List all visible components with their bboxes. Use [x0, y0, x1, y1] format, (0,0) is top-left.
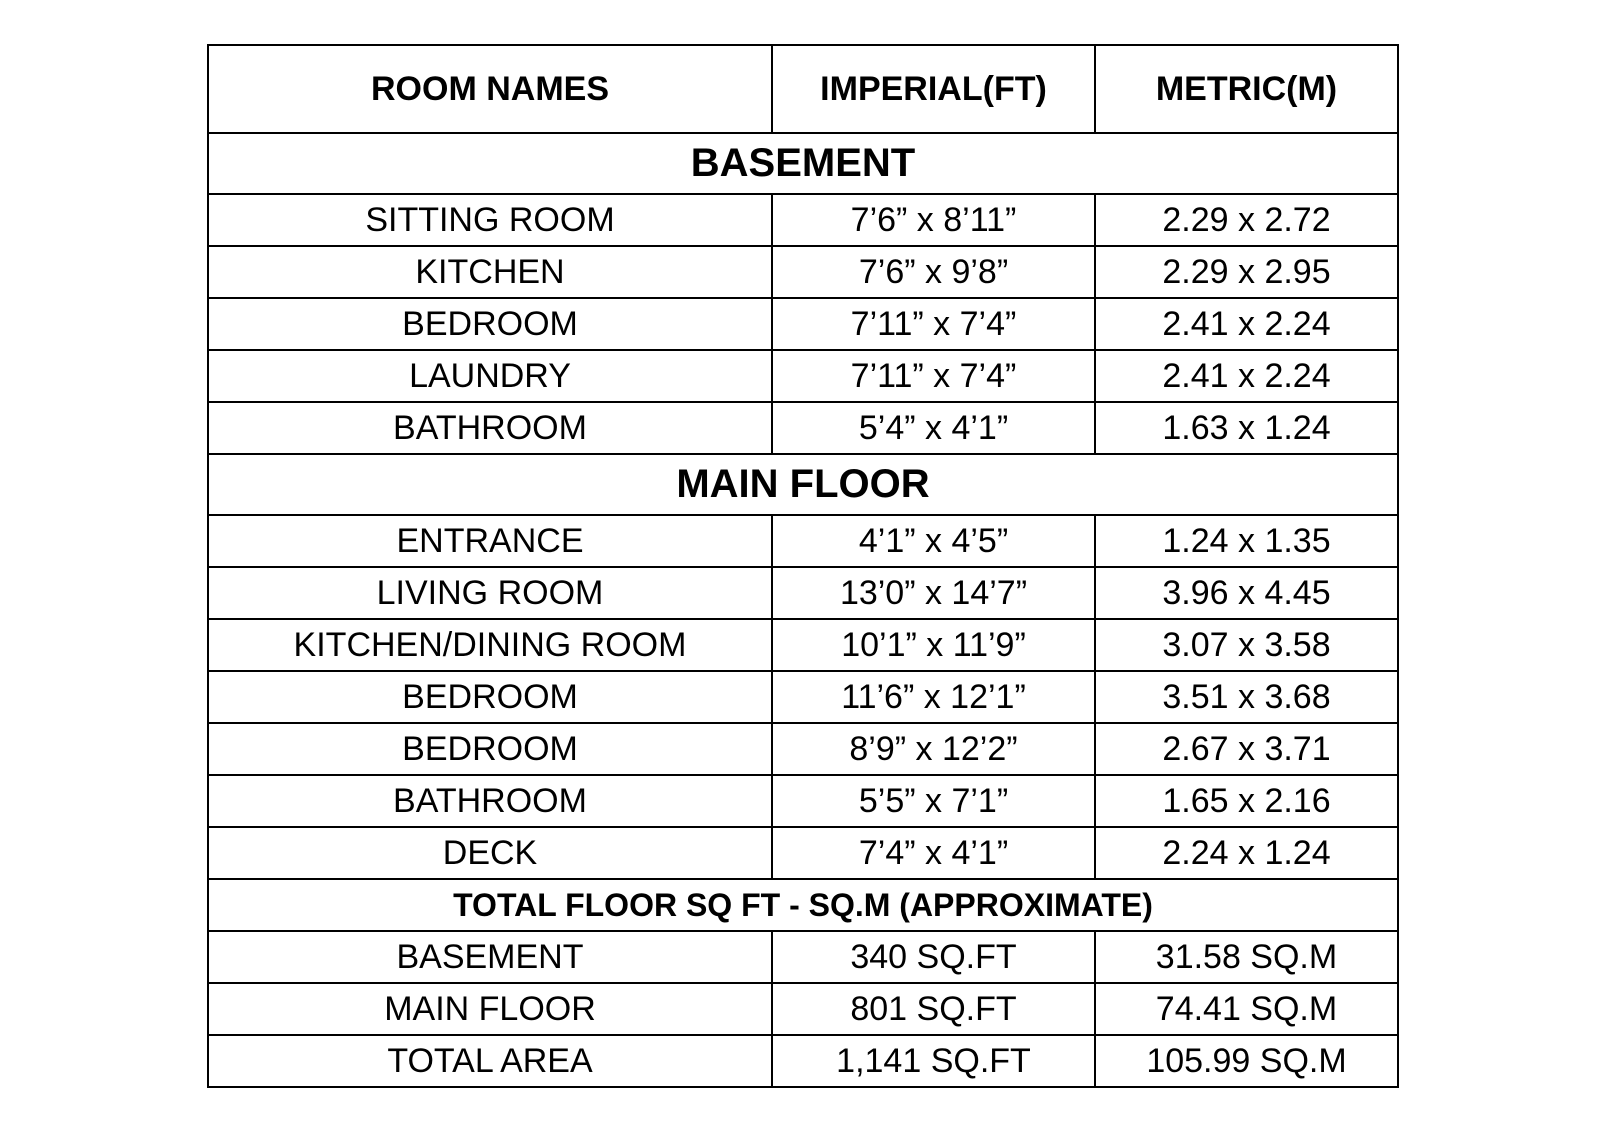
room-name-cell: SITTING ROOM	[208, 194, 772, 246]
table-row	[208, 827, 1398, 879]
imperial-cell: 7’6” x 8’11”	[772, 194, 1095, 246]
metric-cell: 2.67 x 3.71	[1095, 723, 1398, 775]
room-name-cell: BATHROOM	[208, 775, 772, 827]
metric-cell: 3.07 x 3.58	[1095, 619, 1398, 671]
metric-cell: 1.65 x 2.16	[1095, 775, 1398, 827]
room-name-cell: BATHROOM	[208, 402, 772, 454]
metric-cell: 3.51 x 3.68	[1095, 671, 1398, 723]
imperial-cell: 10’1” x 11’9”	[772, 619, 1095, 671]
room-name-cell: LAUNDRY	[208, 350, 772, 402]
metric-cell: 1.24 x 1.35	[1095, 515, 1398, 567]
room-name-cell: DECK	[208, 827, 772, 879]
room-dimensions-table	[207, 44, 1399, 1088]
header-room-names: ROOM NAMES	[208, 45, 772, 133]
imperial-cell: 7’4” x 4’1”	[772, 827, 1095, 879]
header-imperial: IMPERIAL(FT)	[772, 45, 1095, 133]
imperial-cell: 7’6” x 9’8”	[772, 246, 1095, 298]
imperial-cell: 11’6” x 12’1”	[772, 671, 1095, 723]
metric-cell: 2.29 x 2.95	[1095, 246, 1398, 298]
section-title-totals: TOTAL FLOOR SQ FT - SQ.M (APPROXIMATE)	[208, 879, 1398, 931]
section-title-main-floor: MAIN FLOOR	[208, 454, 1398, 515]
metric-cell: 2.41 x 2.24	[1095, 350, 1398, 402]
table-row	[208, 775, 1398, 827]
area-name-cell: MAIN FLOOR	[208, 983, 772, 1035]
metric-area-cell: 105.99 SQ.M	[1095, 1035, 1398, 1087]
imperial-cell: 7’11” x 7’4”	[772, 298, 1095, 350]
imperial-area-cell: 1,141 SQ.FT	[772, 1035, 1095, 1087]
imperial-cell: 5’5” x 7’1”	[772, 775, 1095, 827]
room-name-cell: ENTRANCE	[208, 515, 772, 567]
metric-cell: 1.63 x 1.24	[1095, 402, 1398, 454]
section-heading-basement	[208, 133, 1398, 194]
area-name-cell: BASEMENT	[208, 931, 772, 983]
table-row	[208, 194, 1398, 246]
table-header-row	[208, 45, 1398, 133]
table-row	[208, 671, 1398, 723]
imperial-area-cell: 340 SQ.FT	[772, 931, 1095, 983]
table-row	[208, 246, 1398, 298]
imperial-cell: 4’1” x 4’5”	[772, 515, 1095, 567]
table-row	[208, 350, 1398, 402]
section-heading-totals	[208, 879, 1398, 931]
room-name-cell: KITCHEN	[208, 246, 772, 298]
table-row	[208, 402, 1398, 454]
table-row	[208, 723, 1398, 775]
table-row	[208, 619, 1398, 671]
imperial-cell: 7’11” x 7’4”	[772, 350, 1095, 402]
table-row	[208, 931, 1398, 983]
imperial-cell: 13’0” x 14’7”	[772, 567, 1095, 619]
header-metric: METRIC(M)	[1095, 45, 1398, 133]
metric-cell: 2.29 x 2.72	[1095, 194, 1398, 246]
metric-area-cell: 31.58 SQ.M	[1095, 931, 1398, 983]
table-row	[208, 298, 1398, 350]
section-title-basement: BASEMENT	[208, 133, 1398, 194]
metric-area-cell: 74.41 SQ.M	[1095, 983, 1398, 1035]
metric-cell: 2.41 x 2.24	[1095, 298, 1398, 350]
table-row	[208, 567, 1398, 619]
table-row	[208, 515, 1398, 567]
area-name-cell: TOTAL AREA	[208, 1035, 772, 1087]
table-row	[208, 983, 1398, 1035]
room-name-cell: KITCHEN/DINING ROOM	[208, 619, 772, 671]
room-name-cell: BEDROOM	[208, 723, 772, 775]
imperial-cell: 5’4” x 4’1”	[772, 402, 1095, 454]
room-name-cell: BEDROOM	[208, 671, 772, 723]
imperial-cell: 8’9” x 12’2”	[772, 723, 1095, 775]
metric-cell: 3.96 x 4.45	[1095, 567, 1398, 619]
metric-cell: 2.24 x 1.24	[1095, 827, 1398, 879]
room-name-cell: LIVING ROOM	[208, 567, 772, 619]
imperial-area-cell: 801 SQ.FT	[772, 983, 1095, 1035]
room-name-cell: BEDROOM	[208, 298, 772, 350]
section-heading-main-floor	[208, 454, 1398, 515]
table-row	[208, 1035, 1398, 1087]
